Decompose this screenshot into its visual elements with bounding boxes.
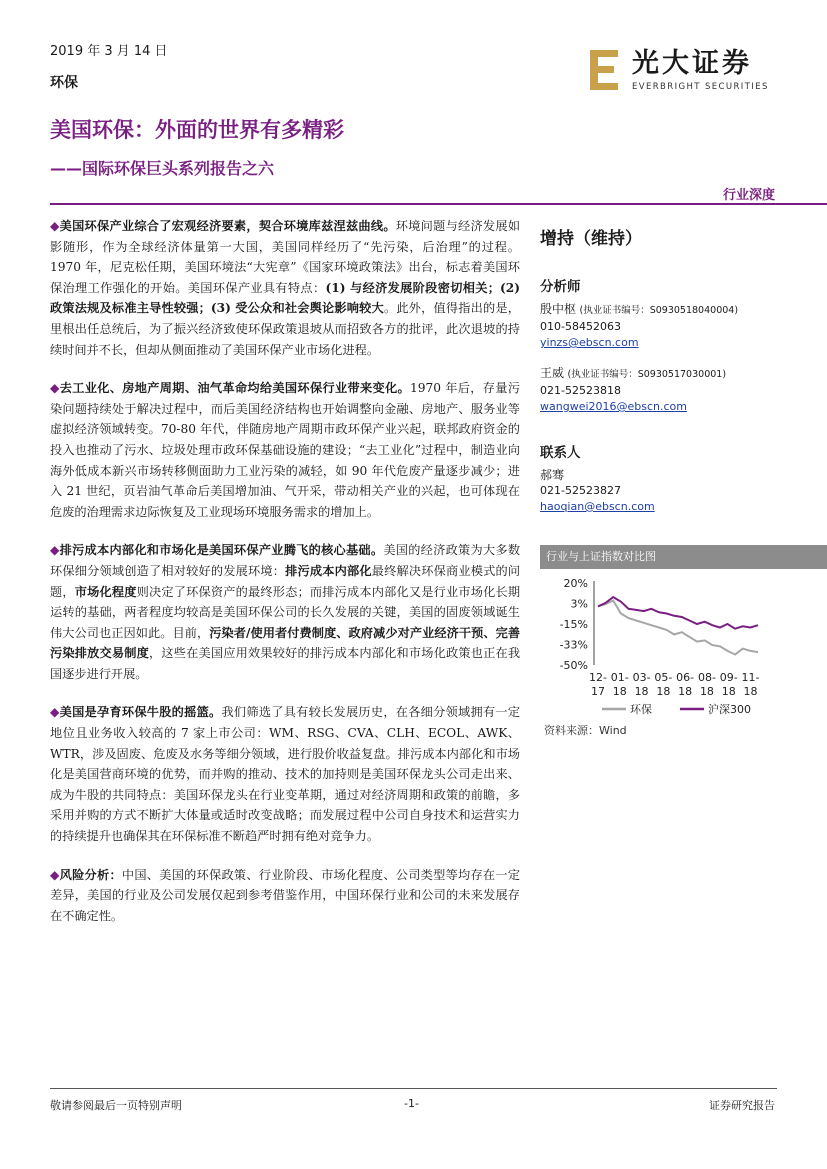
x-tick-label: 17: [591, 685, 605, 698]
paragraph-lead: 美国是孕育环保牛股的摇篮。: [59, 705, 222, 720]
sector-label: 环保: [50, 75, 78, 91]
logo-name: 光大证券: [632, 48, 752, 79]
paragraph-text: ，这些在美国应用效果较好的排污成本内部化和市场化政策也正在我国逐步进行开展。: [50, 646, 521, 681]
page-number: -1-: [404, 1097, 419, 1110]
paragraph-bold: 污染者/使用者付费制度、政府减少对产业经济干预、完善污染排放交易制度: [50, 625, 521, 661]
chart-source: 资料来源：Wind: [544, 724, 627, 737]
paragraph-macro: [50, 216, 520, 360]
x-tick-label: 11-: [741, 671, 760, 684]
report-date: 2019 年 3 月 14 日: [50, 44, 168, 59]
paragraph-lead: 风险分析：: [59, 867, 122, 882]
x-tick-label: 18: [721, 685, 736, 698]
x-tick-label: 08-: [697, 671, 716, 684]
paragraph-text: 。此外，值得指出的是，里根出任总统后，为了振兴经济致使环保政策退坡从而招致各方的批评，此次退坡的持续时间并不长，但却从侧面推动了美国环保产业市场化进程。: [50, 301, 520, 357]
paragraph-risk: [50, 865, 520, 927]
y-tick-label: 3%: [570, 597, 588, 611]
legend-label: 环保: [630, 703, 652, 716]
paragraph-text: 中国、美国的环保政策、行业阶段、市场化程度、公司类型等均存在一定差异，美国的行业及公司发展仅起到参考借鉴作用，中国环保行业和公司的未来发展存在不确定性。: [50, 867, 521, 923]
paragraph-lead: 去工业化、房地产周期、油气革命均给美国环保行业带来变化。: [59, 381, 411, 396]
y-tick-label: -33%: [559, 638, 588, 652]
analyst-name: 殷中枢: [540, 302, 577, 316]
contact-phone: 021-52523827: [540, 484, 621, 497]
x-tick-label: 18: [743, 685, 758, 698]
x-tick-label: 01-: [610, 671, 629, 684]
contact-heading: 联系人: [540, 445, 581, 461]
report-subtitle: ——国际环保巨头系列报告之六: [50, 159, 275, 178]
header-divider: [50, 203, 827, 205]
analyst-cert: (执业证书编号：S0930517030001): [567, 369, 727, 380]
company-logo: [588, 48, 778, 98]
logo-english: EVERBRIGHT SECURITIES: [632, 82, 769, 92]
paragraph-text: 美国的经济政策为大多数环保细分领域创造了相对较好的发展环境：: [50, 543, 521, 578]
x-tick-label: 18: [699, 685, 714, 698]
analyst-card: [540, 301, 827, 351]
paragraph-bold: 市场化程度: [74, 584, 137, 599]
chart-title: 行业与上证指数对比图: [540, 545, 827, 569]
x-tick-label: 05-: [654, 671, 673, 684]
footer-disclaimer: 敬请参阅最后一页特别声明: [50, 1099, 182, 1112]
footer-divider: [50, 1088, 777, 1089]
paragraph-text: 1970 年后，存量污染问题持续处于解决过程中，而后美国经济结构也开始调整向金融、房地产、服务业等虚拟经济领域转变。70-80 年代，伴随房地产周期市政环保产业兴起，联邦政府资金的投入也推动了污水、垃圾处理市政环保基础设施的建设；“去工业化”过程中，制造业向海外低成本新兴市场转移侧面助力工业污染的减轻，如 90 年代危废产量逐步减少；进入 21 世纪，页岩油气革命后美国增加油、气开采，带动相关产业的兴起，也可体现在危废的治理需求边际恢复及工业现场环境服务需求的增加上。: [50, 381, 521, 519]
report-title: 美国环保：外面的世界有多精彩: [50, 118, 344, 142]
contact-name: 郝骞: [540, 468, 565, 482]
bullet-diamond-icon: ◆: [50, 543, 60, 558]
paragraph-text: 环境问题与经济发展如影随形，作为全球经济体量第一大国，美国同样经历了“先污染，后治理”的过程。1970 年，尼克松任期，美国环境法“大宪章”《国家环境政策法》出台，标志着美国环保治理工作强化的开始。美国环保产业具有特点：: [50, 219, 521, 295]
series-line-1: [598, 597, 758, 629]
comparison-chart: [540, 545, 827, 745]
paragraph-bull-stocks: [50, 702, 520, 846]
legend-label: 沪深300: [708, 703, 751, 716]
bullet-diamond-icon: ◆: [50, 381, 60, 396]
bullet-diamond-icon: ◆: [50, 867, 60, 882]
analyst-phone: 021-52523818: [540, 384, 621, 397]
y-tick-label: -50%: [559, 659, 588, 672]
paragraph-text: 则决定了环保资产的最终形态；而排污成本内部化又是行业市场化长期运转的基础，两者程度均较高是美国环保公司的长久发展的关键，美国的固废领域诞生伟大公司也正因如此。目前，: [50, 584, 521, 640]
x-tick-label: 18: [656, 685, 671, 698]
paragraph-bold: (1) 与经济发展阶段密切相关；(2) 政策法规及标准主导性较强；(3) 受公众和社会舆论影响较大: [50, 280, 520, 316]
paragraph-internalization: [50, 540, 520, 684]
contact-email-link[interactable]: haoqian@ebscn.com: [540, 500, 655, 513]
analysts-heading: 分析师: [540, 279, 581, 295]
paragraph-text: 我们筛选了具有较长发展历史，在各细分领域拥有一定地位且业务收入较高的 7 家上市公司：WM、RSG、CVA、CLH、ECOL、AWK、WTR，涉及固废、危废及水务等细分领域，进行股价收益复盘。排污成本内部化和市场化是美国营商环境的优势，而并购的推动、技术的加持则是美国环保龙头公司走出来、成为牛股的共同特点：美国环保龙头在行业变革期，通过对经济周期和政策的前瞻，多采用并购的方式不断扩大体量或适时改变战略；而发展过程中公司自身技术和运营实力的持续提升也确保其在环保标准不断趋严时拥有绝对竞争力。: [50, 705, 521, 844]
contact-card: [540, 467, 827, 515]
x-tick-label: 03-: [632, 671, 651, 684]
analyst-name: 王威: [540, 366, 565, 380]
y-tick-label: -15%: [559, 618, 588, 631]
logo-mark-icon: [588, 48, 622, 92]
x-tick-label: 18: [678, 685, 693, 698]
paragraph-lead: 排污成本内部化和市场化是美国环保产业腾飞的核心基础。: [59, 543, 384, 558]
analyst-card: [540, 365, 827, 415]
chart-plot: [540, 573, 827, 745]
analyst-email-link[interactable]: yinzs@ebscn.com: [540, 336, 639, 349]
paragraph-bold: 排污成本内部化: [285, 563, 372, 578]
x-tick-label: 18: [634, 685, 649, 698]
x-tick-label: 09-: [719, 671, 738, 684]
paragraph-cycles: [50, 378, 520, 522]
analyst-cert: (执业证书编号：S0930518040004): [579, 305, 739, 316]
paragraph-lead: 美国环保产业综合了宏观经济要素，契合环境库兹涅兹曲线。: [59, 219, 396, 233]
bullet-diamond-icon: ◆: [50, 219, 60, 233]
x-tick-label: 06-: [676, 671, 695, 684]
bullet-diamond-icon: ◆: [50, 705, 60, 720]
y-tick-label: 20%: [563, 577, 588, 590]
x-tick-label: 12-: [589, 671, 607, 684]
analyst-phone: 010-58452063: [540, 320, 621, 333]
paragraph-text: 最终解决环保商业模式的问题，: [50, 563, 521, 599]
sidebar: [540, 216, 827, 515]
report-type: 行业深度: [722, 188, 775, 203]
analyst-email-link[interactable]: wangwei2016@ebscn.com: [540, 400, 687, 413]
x-tick-label: 18: [612, 685, 627, 698]
footer-report-kind: 证券研究报告: [709, 1099, 775, 1112]
rating: 增持（维持）: [540, 229, 642, 249]
main-body: [50, 216, 520, 944]
